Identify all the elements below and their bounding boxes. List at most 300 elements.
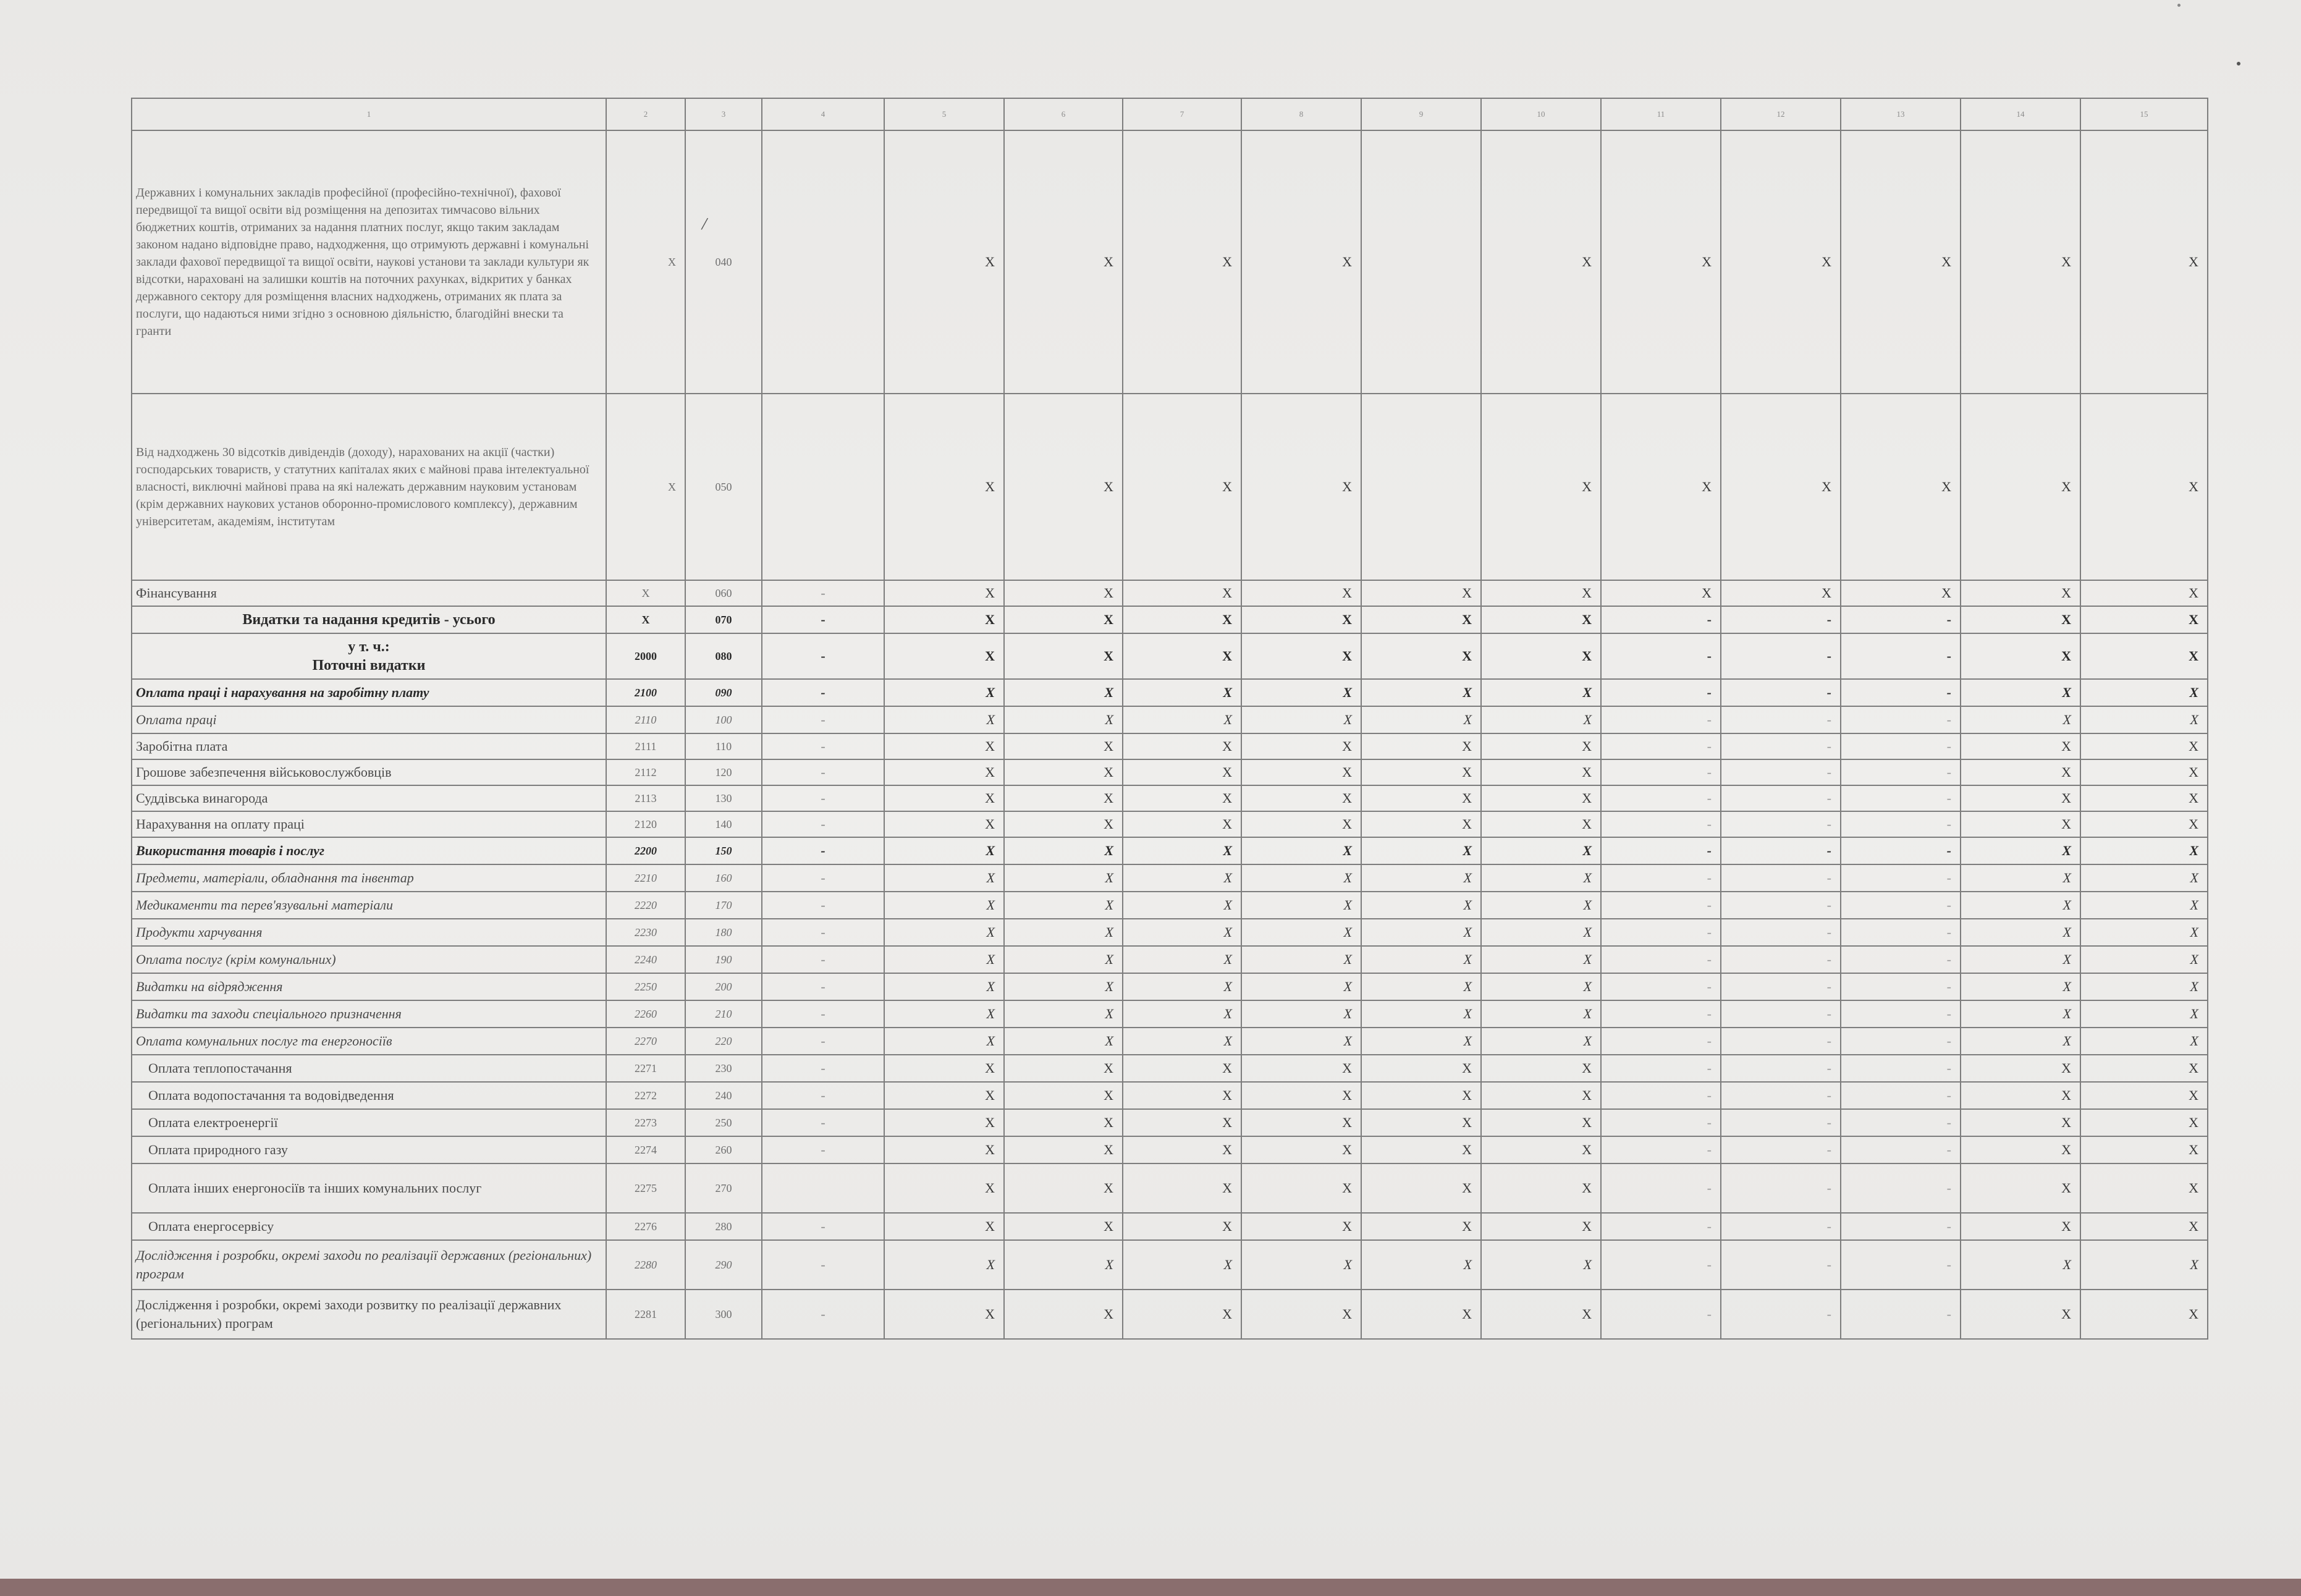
budget-report-table bbox=[131, 98, 2208, 1340]
cell-c13: - bbox=[1841, 946, 1961, 973]
cell-c4: - bbox=[762, 733, 884, 759]
row-label bbox=[132, 892, 606, 919]
cell-c14: X bbox=[1961, 1290, 2080, 1339]
cell-c9: X bbox=[1361, 811, 1481, 837]
cell-c13: - bbox=[1841, 706, 1961, 733]
cell-c4 bbox=[762, 130, 884, 394]
table-row bbox=[132, 811, 2208, 837]
cell-c14: X bbox=[1961, 785, 2080, 811]
cell-c9: X bbox=[1361, 864, 1481, 892]
cell-c14: X bbox=[1961, 633, 2080, 679]
cell-c8: X bbox=[1241, 1082, 1361, 1109]
cell-c13: - bbox=[1841, 1082, 1961, 1109]
cell-c11: - bbox=[1601, 1163, 1721, 1213]
cell-kekv: 2200 bbox=[606, 837, 685, 864]
row-label-text: Оплата енергосервісу bbox=[148, 1218, 274, 1234]
cell-c4: - bbox=[762, 946, 884, 973]
cell-c9: X bbox=[1361, 1109, 1481, 1136]
cell-c7: X bbox=[1123, 633, 1241, 679]
table-row bbox=[132, 606, 2208, 633]
cell-c10: X bbox=[1481, 759, 1601, 785]
cell-c7: X bbox=[1123, 1082, 1241, 1109]
cell-kekv: 2281 bbox=[606, 1290, 685, 1339]
cell-c11: - bbox=[1601, 919, 1721, 946]
row-label bbox=[132, 946, 606, 973]
cell-c10: X bbox=[1481, 1109, 1601, 1136]
cell-c4: - bbox=[762, 1240, 884, 1290]
cell-c7: X bbox=[1123, 1000, 1241, 1028]
cell-code: 180 bbox=[685, 919, 762, 946]
cell-kekv: 2260 bbox=[606, 1000, 685, 1028]
cell-code: 170 bbox=[685, 892, 762, 919]
cell-c8: X bbox=[1241, 1109, 1361, 1136]
cell-c8: X bbox=[1241, 837, 1361, 864]
cell-c9: X bbox=[1361, 946, 1481, 973]
table-row bbox=[132, 1240, 2208, 1290]
cell-c8: X bbox=[1241, 706, 1361, 733]
cell-c13: - bbox=[1841, 1290, 1961, 1339]
cell-kekv: X bbox=[606, 394, 685, 580]
cell-c4: - bbox=[762, 759, 884, 785]
cell-c12: - bbox=[1721, 1213, 1841, 1240]
cell-c12: - bbox=[1721, 811, 1841, 837]
cell-c7: X bbox=[1123, 1213, 1241, 1240]
cell-c5: X bbox=[884, 785, 1004, 811]
cell-c4: - bbox=[762, 706, 884, 733]
cell-c7: X bbox=[1123, 733, 1241, 759]
cell-c6: X bbox=[1004, 606, 1123, 633]
column-number: 14 bbox=[1961, 98, 2080, 130]
row-label-text: Оплата електроенергії bbox=[148, 1115, 278, 1130]
cell-c13: - bbox=[1841, 811, 1961, 837]
cell-c13: - bbox=[1841, 759, 1961, 785]
cell-c5: X bbox=[884, 394, 1004, 580]
cell-c6: X bbox=[1004, 130, 1123, 394]
cell-c5: X bbox=[884, 1082, 1004, 1109]
row-label-text: Оплата інших енергоносіїв та інших комунальних послуг bbox=[148, 1180, 482, 1196]
cell-c4: - bbox=[762, 837, 884, 864]
table-row bbox=[132, 785, 2208, 811]
row-label bbox=[132, 394, 606, 580]
table-row bbox=[132, 733, 2208, 759]
cell-c5: X bbox=[884, 973, 1004, 1000]
row-label-text: Нарахування на оплату праці bbox=[136, 816, 305, 832]
cell-c10: X bbox=[1481, 1028, 1601, 1055]
cell-kekv: 2271 bbox=[606, 1055, 685, 1082]
cell-c5: X bbox=[884, 1240, 1004, 1290]
row-label bbox=[132, 1240, 606, 1290]
cell-c7: X bbox=[1123, 1028, 1241, 1055]
row-label-text: Оплата послуг (крім комунальних) bbox=[136, 952, 336, 967]
row-label bbox=[132, 837, 606, 864]
cell-c4: - bbox=[762, 679, 884, 706]
cell-c15: X bbox=[2080, 1028, 2208, 1055]
cell-c10: X bbox=[1481, 785, 1601, 811]
cell-c4: - bbox=[762, 1290, 884, 1339]
cell-c12: - bbox=[1721, 679, 1841, 706]
cell-c5: X bbox=[884, 1163, 1004, 1213]
cell-code: 090 bbox=[685, 679, 762, 706]
cell-c8: X bbox=[1241, 130, 1361, 394]
table-row bbox=[132, 1290, 2208, 1339]
cell-kekv: 2210 bbox=[606, 864, 685, 892]
cell-c9: X bbox=[1361, 759, 1481, 785]
cell-c7: X bbox=[1123, 946, 1241, 973]
cell-code: 300 bbox=[685, 1290, 762, 1339]
cell-c13: X bbox=[1841, 580, 1961, 606]
cell-c11: - bbox=[1601, 785, 1721, 811]
table-row bbox=[132, 1000, 2208, 1028]
cell-kekv: X bbox=[606, 130, 685, 394]
cell-c15: X bbox=[2080, 1136, 2208, 1163]
cell-c4: - bbox=[762, 1136, 884, 1163]
cell-c5: X bbox=[884, 811, 1004, 837]
cell-c9: X bbox=[1361, 837, 1481, 864]
row-label bbox=[132, 1163, 606, 1213]
cell-c12: - bbox=[1721, 1000, 1841, 1028]
cell-c6: X bbox=[1004, 679, 1123, 706]
cell-c15: X bbox=[2080, 892, 2208, 919]
column-number: 4 bbox=[762, 98, 884, 130]
cell-c15: X bbox=[2080, 1082, 2208, 1109]
cell-c8: X bbox=[1241, 1163, 1361, 1213]
cell-c12: - bbox=[1721, 1163, 1841, 1213]
cell-c5: X bbox=[884, 130, 1004, 394]
cell-kekv: 2280 bbox=[606, 1240, 685, 1290]
cell-c8: X bbox=[1241, 633, 1361, 679]
cell-c4: - bbox=[762, 606, 884, 633]
cell-c11: - bbox=[1601, 733, 1721, 759]
row-label-text: Грошове забезпечення військовослужбовців bbox=[136, 764, 392, 780]
cell-c13: - bbox=[1841, 633, 1961, 679]
cell-c8: X bbox=[1241, 785, 1361, 811]
row-label-text: Видатки на відрядження bbox=[136, 979, 283, 994]
cell-c6: X bbox=[1004, 1163, 1123, 1213]
table-row bbox=[132, 837, 2208, 864]
cell-kekv: X bbox=[606, 606, 685, 633]
cell-c8: X bbox=[1241, 973, 1361, 1000]
cell-c10: X bbox=[1481, 130, 1601, 394]
cell-c13: - bbox=[1841, 1163, 1961, 1213]
cell-c15: X bbox=[2080, 394, 2208, 580]
cell-c11: X bbox=[1601, 130, 1721, 394]
cell-c5: X bbox=[884, 1055, 1004, 1082]
cell-c10: X bbox=[1481, 1055, 1601, 1082]
cell-c5: X bbox=[884, 946, 1004, 973]
cell-c9: X bbox=[1361, 973, 1481, 1000]
cell-c11: - bbox=[1601, 1028, 1721, 1055]
cell-c4: - bbox=[762, 580, 884, 606]
cell-c10: X bbox=[1481, 633, 1601, 679]
cell-c12: - bbox=[1721, 1109, 1841, 1136]
cell-c14: X bbox=[1961, 973, 2080, 1000]
cell-c12: - bbox=[1721, 706, 1841, 733]
table-row bbox=[132, 1055, 2208, 1082]
cell-c13: - bbox=[1841, 606, 1961, 633]
cell-c7: X bbox=[1123, 1240, 1241, 1290]
cell-kekv: 2276 bbox=[606, 1213, 685, 1240]
cell-code: 130 bbox=[685, 785, 762, 811]
cell-c6: X bbox=[1004, 946, 1123, 973]
cell-c13: - bbox=[1841, 679, 1961, 706]
cell-c14: X bbox=[1961, 1082, 2080, 1109]
row-label-text: Суддівська винагорода bbox=[136, 790, 268, 806]
cell-c14: X bbox=[1961, 864, 2080, 892]
row-label bbox=[132, 679, 606, 706]
cell-c7: X bbox=[1123, 580, 1241, 606]
row-label-text: Продукти харчування bbox=[136, 924, 263, 940]
cell-c14: X bbox=[1961, 1240, 2080, 1290]
cell-c11: - bbox=[1601, 973, 1721, 1000]
column-number: 2 bbox=[606, 98, 685, 130]
cell-c14: X bbox=[1961, 394, 2080, 580]
cell-c14: X bbox=[1961, 606, 2080, 633]
cell-c11: - bbox=[1601, 1240, 1721, 1290]
cell-kekv: X bbox=[606, 580, 685, 606]
cell-c12: - bbox=[1721, 633, 1841, 679]
table-row bbox=[132, 946, 2208, 973]
cell-c15: X bbox=[2080, 837, 2208, 864]
cell-c10: X bbox=[1481, 837, 1601, 864]
cell-c6: X bbox=[1004, 973, 1123, 1000]
cell-c9: X bbox=[1361, 892, 1481, 919]
cell-c6: X bbox=[1004, 1000, 1123, 1028]
row-label-text: Видатки та надання кредитів - усього bbox=[242, 612, 496, 628]
cell-c5: X bbox=[884, 1109, 1004, 1136]
cell-c7: X bbox=[1123, 1163, 1241, 1213]
cell-c9: X bbox=[1361, 580, 1481, 606]
handwritten-mark: / bbox=[700, 213, 709, 235]
row-label-text: Видатки та заходи спеціального призначення bbox=[136, 1006, 402, 1021]
cell-c10: X bbox=[1481, 580, 1601, 606]
cell-code: 080 bbox=[685, 633, 762, 679]
row-label bbox=[132, 1109, 606, 1136]
cell-c12: - bbox=[1721, 892, 1841, 919]
cell-c4: - bbox=[762, 811, 884, 837]
cell-c14: X bbox=[1961, 1000, 2080, 1028]
cell-c14: X bbox=[1961, 1055, 2080, 1082]
cell-c14: X bbox=[1961, 759, 2080, 785]
cell-c10: X bbox=[1481, 606, 1601, 633]
row-label bbox=[132, 1028, 606, 1055]
cell-c8: X bbox=[1241, 1240, 1361, 1290]
cell-c7: X bbox=[1123, 973, 1241, 1000]
cell-c11: X bbox=[1601, 394, 1721, 580]
cell-c11: X bbox=[1601, 580, 1721, 606]
cell-kekv: 2270 bbox=[606, 1028, 685, 1055]
cell-c4: - bbox=[762, 1000, 884, 1028]
cell-c7: X bbox=[1123, 1055, 1241, 1082]
cell-c14: X bbox=[1961, 1213, 2080, 1240]
cell-c4: - bbox=[762, 1213, 884, 1240]
cell-c10: X bbox=[1481, 394, 1601, 580]
cell-c8: X bbox=[1241, 1213, 1361, 1240]
cell-c4 bbox=[762, 394, 884, 580]
cell-c12: - bbox=[1721, 606, 1841, 633]
cell-c12: - bbox=[1721, 946, 1841, 973]
cell-c13: - bbox=[1841, 1109, 1961, 1136]
cell-c4: - bbox=[762, 973, 884, 1000]
column-number: 13 bbox=[1841, 98, 1961, 130]
cell-kekv: 2113 bbox=[606, 785, 685, 811]
table-row bbox=[132, 919, 2208, 946]
column-number: 1 bbox=[132, 98, 606, 130]
cell-c7: X bbox=[1123, 130, 1241, 394]
cell-c6: X bbox=[1004, 706, 1123, 733]
cell-c13: - bbox=[1841, 785, 1961, 811]
cell-kekv: 2112 bbox=[606, 759, 685, 785]
table-row bbox=[132, 1109, 2208, 1136]
cell-c10: X bbox=[1481, 706, 1601, 733]
cell-c11: - bbox=[1601, 1055, 1721, 1082]
cell-c6: X bbox=[1004, 1213, 1123, 1240]
cell-code: 210 bbox=[685, 1000, 762, 1028]
cell-c15: X bbox=[2080, 759, 2208, 785]
row-label-text: Оплата праці і нарахування на заробітну плату bbox=[136, 685, 429, 700]
cell-c8: X bbox=[1241, 679, 1361, 706]
cell-code: 260 bbox=[685, 1136, 762, 1163]
row-label bbox=[132, 580, 606, 606]
cell-c15: X bbox=[2080, 785, 2208, 811]
cell-c15: X bbox=[2080, 633, 2208, 679]
table-row bbox=[132, 1163, 2208, 1213]
row-label-text: Державних і комунальних закладів професійної (професійно-технічної), фахової передвищої та вищої освіти від розміщення на депозитах тимчасово вільних бюджетних коштів, отриманих за надання платних послуг, якщо таким закладам законом надано відповідне право, надходження, що отримують державні і комунальні заклади фахової передвищої та вищої освіти, наукові установи та заклади культури як відсотки, нараховані на залишки коштів на поточних рахунках, відкритих у банках державного сектору для розміщення власних надходжень, отриманих як плата за послуги, що надаються ними згідно з основною діяльністю, благодійні внески та гранти bbox=[136, 186, 589, 338]
cell-c7: X bbox=[1123, 892, 1241, 919]
cell-c5: X bbox=[884, 706, 1004, 733]
cell-c5: X bbox=[884, 1290, 1004, 1339]
column-number: 3 bbox=[685, 98, 762, 130]
cell-c9: X bbox=[1361, 1163, 1481, 1213]
table-row bbox=[132, 394, 2208, 580]
row-label-text: у т. ч.: bbox=[348, 639, 390, 655]
row-label-text: Від надходжень 30 відсотків дивідендів (доходу), нарахованих на акції (частки) господарських товариств, у статутних капіталах яких є майнові права інтелектуальної власності, виключні майнові права на які належать державним науковим установам (крім державних наукових установ оборонно-промислового комплексу), державним університетам, академіям, інститутам bbox=[136, 445, 589, 528]
column-number: 5 bbox=[884, 98, 1004, 130]
cell-c6: X bbox=[1004, 837, 1123, 864]
cell-code: 060 bbox=[685, 580, 762, 606]
cell-c9: X bbox=[1361, 1055, 1481, 1082]
cell-c9: X bbox=[1361, 919, 1481, 946]
cell-c15: X bbox=[2080, 1163, 2208, 1213]
cell-c11: - bbox=[1601, 1213, 1721, 1240]
row-label-text: Оплата праці bbox=[136, 712, 217, 727]
cell-kekv: 2240 bbox=[606, 946, 685, 973]
cell-c7: X bbox=[1123, 1136, 1241, 1163]
cell-c6: X bbox=[1004, 919, 1123, 946]
cell-c12: X bbox=[1721, 394, 1841, 580]
row-label-text: Використання товарів і послуг bbox=[136, 843, 325, 858]
cell-c8: X bbox=[1241, 580, 1361, 606]
cell-c11: - bbox=[1601, 1082, 1721, 1109]
cell-c7: X bbox=[1123, 394, 1241, 580]
cell-c5: X bbox=[884, 864, 1004, 892]
row-label bbox=[132, 733, 606, 759]
cell-c11: - bbox=[1601, 1109, 1721, 1136]
cell-c12: - bbox=[1721, 973, 1841, 1000]
row-label-text: Оплата водопостачання та водовідведення bbox=[148, 1087, 394, 1103]
table-row bbox=[132, 633, 2208, 679]
cell-kekv: 2000 bbox=[606, 633, 685, 679]
cell-c11: - bbox=[1601, 892, 1721, 919]
cell-c15: X bbox=[2080, 919, 2208, 946]
cell-c9 bbox=[1361, 394, 1481, 580]
cell-c9: X bbox=[1361, 733, 1481, 759]
cell-c12: - bbox=[1721, 1240, 1841, 1290]
cell-c13: - bbox=[1841, 973, 1961, 1000]
cell-c15: X bbox=[2080, 580, 2208, 606]
column-number: 15 bbox=[2080, 98, 2208, 130]
cell-code: 280 bbox=[685, 1213, 762, 1240]
cell-code: 230 bbox=[685, 1055, 762, 1082]
cell-c10: X bbox=[1481, 1000, 1601, 1028]
cell-c6: X bbox=[1004, 759, 1123, 785]
row-label-text: Дослідження і розробки, окремі заходи по реалізації державних (регіональних) програм bbox=[136, 1248, 592, 1281]
cell-c15: X bbox=[2080, 130, 2208, 394]
column-number: 8 bbox=[1241, 98, 1361, 130]
cell-c4: - bbox=[762, 1109, 884, 1136]
cell-c15: X bbox=[2080, 946, 2208, 973]
cell-c8: X bbox=[1241, 892, 1361, 919]
column-number: 6 bbox=[1004, 98, 1123, 130]
cell-code: 290 bbox=[685, 1240, 762, 1290]
cell-c10: X bbox=[1481, 1240, 1601, 1290]
table-row bbox=[132, 580, 2208, 606]
cell-c10: X bbox=[1481, 864, 1601, 892]
cell-c13: - bbox=[1841, 1240, 1961, 1290]
cell-c6: X bbox=[1004, 733, 1123, 759]
cell-c14: X bbox=[1961, 733, 2080, 759]
cell-c11: - bbox=[1601, 1136, 1721, 1163]
cell-kekv: 2100 bbox=[606, 679, 685, 706]
table-row bbox=[132, 1213, 2208, 1240]
cell-c12: X bbox=[1721, 580, 1841, 606]
cell-c12: - bbox=[1721, 919, 1841, 946]
cell-c8: X bbox=[1241, 919, 1361, 946]
cell-c15: X bbox=[2080, 679, 2208, 706]
cell-c7: X bbox=[1123, 837, 1241, 864]
cell-c14: X bbox=[1961, 1163, 2080, 1213]
cell-c12: X bbox=[1721, 130, 1841, 394]
cell-c6: X bbox=[1004, 580, 1123, 606]
cell-c10: X bbox=[1481, 973, 1601, 1000]
cell-c5: X bbox=[884, 606, 1004, 633]
cell-kekv: 2111 bbox=[606, 733, 685, 759]
cell-kekv: 2273 bbox=[606, 1109, 685, 1136]
column-number-row bbox=[132, 98, 2208, 130]
table-row bbox=[132, 130, 2208, 394]
cell-c5: X bbox=[884, 580, 1004, 606]
cell-c8: X bbox=[1241, 394, 1361, 580]
cell-c10: X bbox=[1481, 1163, 1601, 1213]
cell-c11: - bbox=[1601, 1000, 1721, 1028]
cell-c9: X bbox=[1361, 1213, 1481, 1240]
cell-kekv: 2110 bbox=[606, 706, 685, 733]
cell-code: 200 bbox=[685, 973, 762, 1000]
cell-c4: - bbox=[762, 785, 884, 811]
cell-c7: X bbox=[1123, 1290, 1241, 1339]
cell-c6: X bbox=[1004, 633, 1123, 679]
row-label-text: Предмети, матеріали, обладнання та інвентар bbox=[136, 870, 414, 885]
cell-c15: X bbox=[2080, 1240, 2208, 1290]
cell-c13: - bbox=[1841, 864, 1961, 892]
cell-code: 250 bbox=[685, 1109, 762, 1136]
cell-c6: X bbox=[1004, 1028, 1123, 1055]
row-label bbox=[132, 864, 606, 892]
cell-c8: X bbox=[1241, 759, 1361, 785]
ink-speck bbox=[2237, 62, 2240, 65]
cell-c14: X bbox=[1961, 811, 2080, 837]
cell-c6: X bbox=[1004, 1240, 1123, 1290]
cell-kekv: 2220 bbox=[606, 892, 685, 919]
